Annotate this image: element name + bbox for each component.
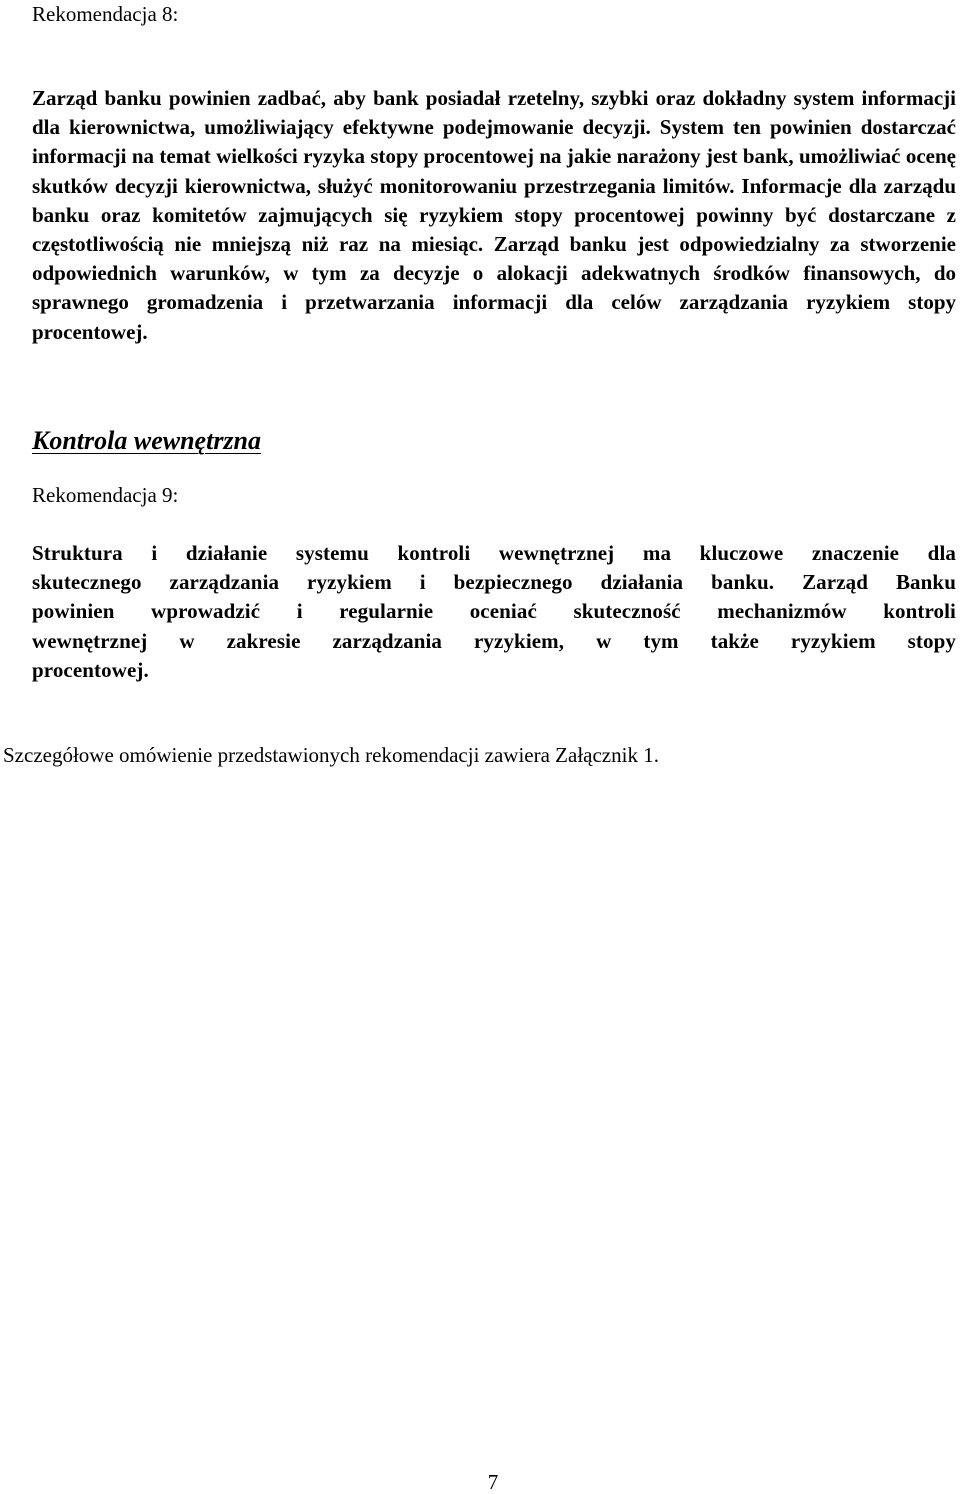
- recommendation-9-line: Struktura i działanie systemu kontroli wewnętrznej ma kluczowe znaczenie dla: [32, 541, 956, 565]
- appendix-reference: Szczegółowe omówienie przedstawionych rekomendacji zawiera Załącznik 1.: [3, 743, 659, 767]
- recommendation-9-label: Rekomendacja 9:: [32, 483, 179, 507]
- page-number: 7: [487, 1470, 499, 1494]
- recommendation-8-label: Rekomendacja 8:: [32, 2, 179, 26]
- recommendation-9-line: skutecznego zarządzania ryzykiem i bezpiecznego działania banku. Zarząd Banku: [32, 570, 956, 595]
- recommendation-8-text: Zarząd banku powinien zadbać, aby bank posiadał rzetelny, szybki oraz dokładny system informacji dla kierownictwa, umożliwiający efektywne podejmowanie decyzji. System ten powinien dostarczać informacji na temat wielkości ryzyka stopy procentowej na jakie narażony jest bank, umożliwiać ocenę skutków decyzji kierownictwa, służyć monitorowaniu przestrzegania limitów. Informacje dla zarządu banku oraz komitetów zajmujących się ryzykiem stopy procentowej powinny być dostarczane z częstotliwością nie mniejszą niż raz na miesiąc. Zarząd banku jest odpowiedzialny za stworzenie odpowiednich warunków, w tym za decyzje o alokacji adekwatnych środków finansowych, do sprawnego gromadzenia i przetwarzania informacji dla celów zarządzania ryzykiem stopy procentowej.: [32, 86, 956, 344]
- recommendation-9-line: powinien wprowadzić i regularnie oceniać skuteczność mechanizmów kontroli: [32, 599, 956, 624]
- section-heading-internal-control: Kontrola wewnętrzna: [32, 426, 262, 455]
- recommendation-9-line: procentowej.: [32, 657, 149, 682]
- recommendation-9-text: [32, 539, 956, 685]
- recommendation-9-line: wewnętrznej w zakresie zarządzania ryzykiem, w tym także ryzykiem stopy: [32, 628, 956, 653]
